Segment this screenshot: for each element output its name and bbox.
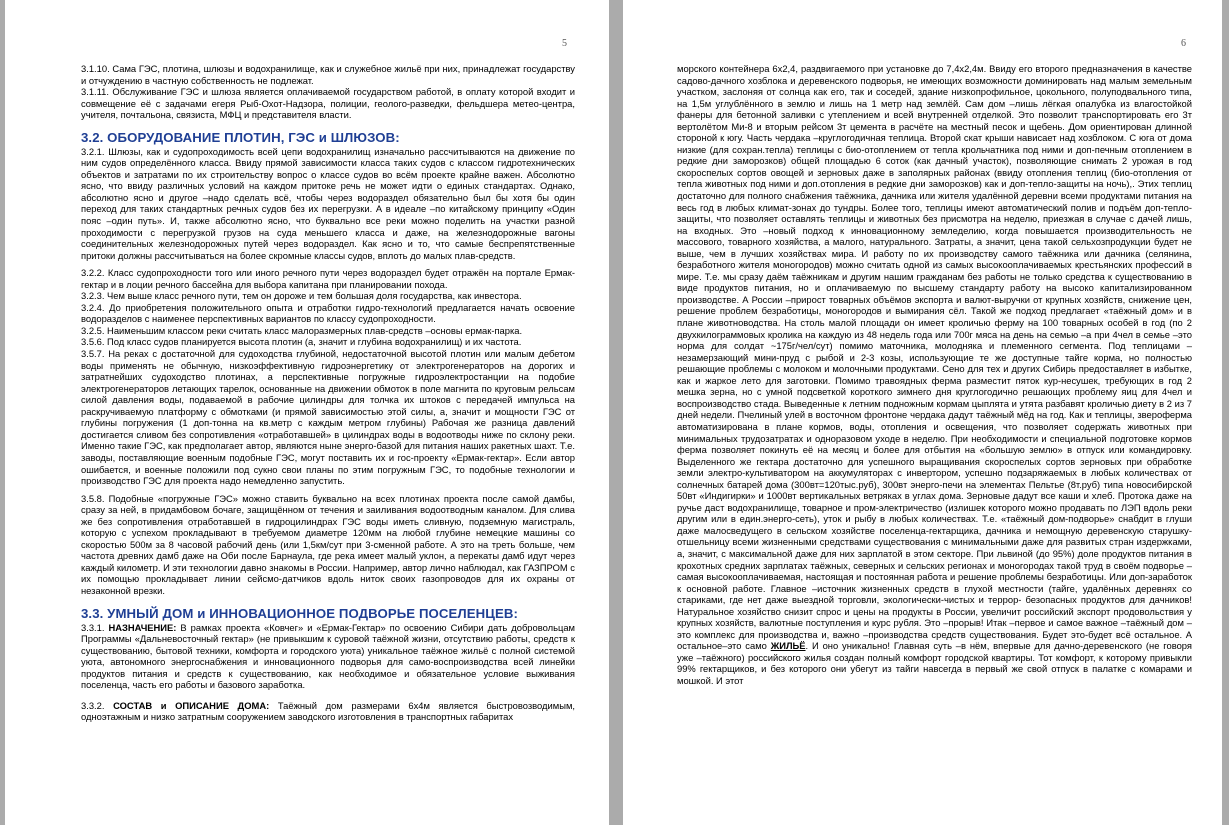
paragraph-text: 3.2.5. Наименьшим классом реки считать класс малоразмерных плав-средств –основы ермак-парка. [81, 324, 523, 336]
section-heading: 3.2. ОБОРУДОВАНИЕ ПЛОТИН, ГЭС и ШЛЮЗОВ: [81, 129, 400, 145]
paragraph-text: 3.5.8. Подобные «погружные ГЭС» можно ставить буквально на всех плотинах проекта после самой дамбы, сразу за ней, в придамбовом бочаге, защищённом от течения и заиливания водоотводным каналом. Для слива же без сопротивления отработавшей в гидроцилиндрах ГЭС воды иметь сливную, подземную магистраль, которую с успехом прокладывают в требуемом диаметре 120мм на любой глубине немецкие машины со скоростью 500м за 8 часовой рабочий день (или 1,5км/сут при 3-сменной работе. А это на треть больше, чем частота древних дамб даже на Оби после Барнаула, где река имеет малый уклон, а перекаты дамб идут через каждый километр. И эти технологии давно знакомы в России. Например, автор лично наблюдал, как ГАЗПРОМ с их помощью прокладывает линии сейсмо-датчиков вдоль ниток своих газопроводов для их охраны от незаконной врезки. [81, 492, 575, 596]
clause-number: 3.3.2. [81, 699, 114, 711]
paragraph-spacer [81, 597, 575, 606]
paragraph-text: 3.2.2. Класс судопроходности того или иного речного пути через водораздел будет отражён на портале Ермак-гектар и в лоции речного бассейна для выбора капитана при планировании похода. [81, 267, 575, 290]
paragraph [81, 348, 575, 487]
emphasized-word: ЖИЛЬЁ [770, 640, 806, 652]
section-heading: 3.3. УМНЫЙ ДОМ и ИННОВАЦИОННОЕ ПОДВОРЬЕ ПОСЕЛЕНЦЕВ: [81, 605, 519, 621]
paragraph [81, 290, 575, 302]
page-number: 6 [1181, 38, 1186, 49]
page-body [677, 63, 1192, 687]
clause-title: СОСТАВ и ОПИСАНИЕ ДОМА: [113, 699, 270, 711]
paragraph [81, 622, 575, 691]
paragraph [81, 493, 575, 597]
page-number: 5 [562, 38, 567, 49]
paragraph-text: В рамках проекта «Ковчег» и «Ермак-Гектар» по освоению Сибири дать добровольцам Программы «Дальневосточный гектар» (не привыкшим к суровой таёжной жизни, отсутствию работы, средств к существованию, бытовой техники, комфорта и городского уюта) уникальное таёжное жильё с полной системой уюта, автономного энергоснабжения и инновационного подворья для само-воспроизводства всей линейки продуктов питания и средств к существованию, как необходимое и обязательное условие выживания поселенца, часть его работы и базового заработка. [81, 621, 576, 691]
document-page-5 [5, 0, 609, 825]
paragraph-text: морского контейнера 6х2,4, раздвигаемого при установке до 7,4х2,4м. Ввиду его второго предназначения в качестве садово-дачного хозблока и деревенского подворья, не имеющих возможности доминировать над малым земельным участком, заслоняя от солнца как его, так и соседей, здание низкопрофильное, цокольного, полуподвального типа, на 1,5м углублённого в землю и лишь на 1 метр над землёй. Сам дом –лишь лёгкая опалубка из влагостойкой фанеры для бетонной заливки с утеплением и всей внутренней отделкой. Это позволит транспортировать его 3т вертолётом Ми-8 и вторым рейсом 3т цемента в расчёте на местный песок и щебень. Дом ориентирован длинной стороной к югу. Часть чердака –круглогодичная теплица. Второй скат крыши нависает над хозблоком. С юга от дома низкие (для сохран.тепла) теплицы с био-отоплением от тепла крольчатника под ними и доп-печным отоплением в редкие дни заморозков) общей площадью 6 соток (как дачный участок), позволяющие снимать 2 урожая в год скороспелых сортов овощей и зерновых даже в заполярных районах (ввиду отопления теплиц (био-отопления от тепла животных под ними и доп.отопления в редкие дни заморозков) как и доп-тепло-защиты на ночь),. Этих теплиц достаточно для полного снабжения таёжника, дачника или жителя удалённой деревни всеми продуктами питания на весь год в любых климат-зонах до тундры. Более того, теплицы имеют автоматический полив и подъём доп-тепло-защиты, что позволяет оставлять теплицы и животных без присмотра на неделю, приезжая в случае с дачей лишь, на входных. Это –новый подход к инновационному земледелию, когда повышается производительность не массового, товарного хозяйства, а малого, натурального. Затраты, а значит, цена такой сельхозпродукции будет не выше, чем в лучших хозяйствах мира. И работу по их производству самого таёжника или дачника (селянина, безработного жителя моногородов) можно считать одной из самых высокооплачиваемых крестьянских профессий в мире. Т.е. мы сразу даём таёжникам и другим нашим гражданам без работы не только средства к существованию в виде продуктов питания, но и оплачиваемую по высшему стандарту работу на высоко капитализированном производстве. А России –прирост товарных объёмов экспорта и валют-выручки от крупных хозяйств, снижение цен, решение проблем безработицы, моногородов и вымирания сёл. Такой же подход предлагает «таёжный дом» и в плане животноводства. На столь малой площади он имеет кроличью ферму на 100 товарных особей в год (по 2 двухкилограммовых кролика на каждую из 48 недель года или 700г мяса на день на семью –а при 4чел в семье –это норма для солдат ~175г/чел/сут) помимо маточника, молодняка и племенного сегмента. Под теплицами –незамерзающий мини-пруд с рыбой и 2-3 козы, использующие те же доступные тайге корма, но полностью решающие проблемы с молоком и молочными продуктами. Сено для тех и других Сибирь предоставляет в избытке, как и жаркое лето для заготовки. Помимо травоядных ферма разместит пяток кур-несушек, требующих в год 2 мешка зерна, но с умной подсветкой короткого зимнего дня круглогодично решающих проблему яиц для 4чел и воспроизводство стада. Выведенные к летним подножным кормам цыплята и утята разбавят кроличью диету в 2 из 7 дней недели. Пчелиный улей в восточном фронтоне чердака дадут таёжный мёд на год. Как и теплицы, звероферма автоматизирована в плане кормов, воды, отопления и освещения, что позволяет содержать животных при минимальных трудозатратах и одноразовом уходе в неделю. При необходимости и специальной подготовке кормов ферма позволяет покинуть её на месяц и более для отбытия на «большую землю» в отпуск или командировку. Выделенного же гектара достаточно для успешного выращивания скороспелых сортов зерновых при обработке земли электро-культиватором на аккумуляторах с инвертором, успешно подзаряжаемых в любых количествах от солнечных батарей дома (300вт=120тыс.руб), 300вт энерго-печи на элементах Пельтье (8т.руб) типа новосибирской 50вт «Индигирки» и 1000вт вертикальных ветряках в углах дома. Зерновые дадут все каши и хлеб. Протока даже на ручье даст водохранилище, товарное и пром-электричество (излишек которого можно продавать по ЛЭП вдоль реки другим или в един.энерго-сеть), уток и рыбу в любых количествах. Т.е. «таёжный дом-подворье» снабдит в глуши даже малосведущего в сельском хозяйстве поселенца-гектарщика, дачника и немощную деревенскую старушку-отшельницу всеми жизненными средствами существования с минимальными даже для развитых стран издержками, а, значит, с максимальной даже для них зарплатой в этом секторе. При львиной (до 95%) доле продуктов питания в крохотных средних зарплатах таёжных, северных и сельских регионах и моногородах такой труд в своём подворье –самая высокооплачиваемая, настоящая и постоянная работа и решение проблемы безработицы. Или доп-заработок к основной работе. Главное –источник жизненных средств в глухой местности (тайге, удалённых деревнях со стариками, где нет даже выездной торговли, экологически-чистых и террор- безопасных продуктов для дачников! Натуральное хозяйство снизит спрос и цены на продукты в России, увеличит российский экспорт продовольствия у крупных хозяйств, валютные поступления и курс рубля. Это –прорыв! Итак –первое и самое важное –таёжный дом –это комплекс для производства и, важно –производства средств существования. Будет это-будет всё остальное. А остальное–это само [677, 63, 1192, 652]
paragraph-spacer [81, 121, 575, 130]
paragraph [81, 267, 575, 290]
paragraph-spacer [81, 691, 575, 700]
paragraph-text: 3.1.11. Обслуживание ГЭС и шлюза является оплачиваемой государством работой, в оплату которой входит и совмещение её с задачами егеря Рыб-Охот-Надзора, полиции, геолого-разведки, фельдшера метео-центра, учителя, почтальона, связиста, МФЦ и представителя власти. [81, 86, 575, 121]
paragraph [81, 146, 575, 261]
paragraph [81, 336, 575, 348]
paragraph [81, 63, 575, 86]
paragraph-text: 3.1.10. Сама ГЭС, плотина, шлюзы и водохранилище, как и служебное жильё при них, принадлежат государству и отчуждению в частную собственность не подлежат. [81, 63, 575, 86]
paragraph [81, 325, 575, 337]
clause-title: НАЗНАЧЕНИЕ: [108, 621, 177, 633]
paragraph-text: 3.5.7. На реках с достаточной для судоходства глубиной, недостаточной высотой плотин или малым дебетом воды применять не обычную, низкоэффективную гидроэнергетику от электрогенераторов на дорогих и затратнейших судоходство плотинах, а перспективные погружные гидроэлектростанции на подобие электрогенераторов летающих тарелок, основанные на движении обмоток в поле магнита по круговым рельсам силой давления воды, подаваемой в рабочие цилиндры для толчка их штоков с передачей импульса на раскручиваемую платформу с обмотками (и прямой зависимостью этой силы, а, значит и мощности ГЭС от глубины погружения (1 доп-тонна на кв.метр с каждым метром глубины) Рабочая же разница давлений достигается сливом без сопротивления «отработавшей» в цилиндрах воды в водоотводы ниже по склону реки. Именно такие ГЭС, как предполагает автор, являются ныне энерго-базой для питания наших ракетных шахт. Т.е. заводы, поставляющие военным подобные ГЭС, могут поставить их и гос-проекту «Ермак-гектар». Если автор ошибается, и военные положили под сукно свои планы по этим погружным ГЭС, то подобные технологии и производство ГЭС для проекта надо немедленно запустить. [81, 348, 575, 487]
paragraph [81, 700, 575, 723]
paragraph [81, 302, 575, 325]
clause-number: 3.3.1. [81, 621, 109, 633]
document-page-6 [623, 0, 1222, 825]
paragraph [677, 63, 1192, 687]
paragraph-text: . И оно уникально! Главная суть –в нём, впервые для дачно-деревенского (не говоря уже –таёжного) российского жилья создан полный комфорт городской квартиры. Тот комфорт, к которому привыкли 99% гектарщиков, и без которого они убегут из тайги навсегда в первый же свой отпуск в палатке с комарами и мошкой. И этот [677, 640, 1192, 686]
paragraph-text: Таёжный дом размерами 6х4м является быстровозводимым, одноэтажным и низко затратным сооружением заводского изготовления в транспортных габаритах [81, 699, 576, 723]
paragraph-text: 3.5.6. Под класс судов планируется высота плотин (а, значит и глубина водохранилищ) и их частота. [81, 336, 522, 348]
page-body [81, 63, 575, 723]
paragraph [81, 86, 575, 121]
paragraph-text: 3.2.1. Шлюзы, как и судопроходимость всей цепи водохранилищ изначально рассчитываются на движение по ним судов определённого класса. Ввиду прямой зависимости класса таких судов с классом гидротехнических объектов и затратами по их строительству вопрос о классе судов во всём проекте крайне важен. Абсолютно ясно, что ввиду различных условий на каждом притоке речь не может идти о единых стандартах. Однако, абсолютно ясно и другое –надо сделать всё, чтобы через водораздел обязательно был бы хотя бы один переход для таких стандартных речных судов без их перегрузки. А в идеале –по китайскому принципу «Один пояс –один путь». И, также абсолютно ясно, что буквально все реки можно поделить на участки разной проходимости с перегрузкой грузов на суда меньшего класса и даже, на железнодорожные вагоны соединительных железнодорожных путей через водораздел. Как ясно и то, что самые беспрепятственные притоки должны рассчитываться на более скромные классы судов, вплоть до малых плав-средств. [81, 145, 575, 261]
paragraph-text: 3.2.4. До приобретения положительного опыта и отработки гидро-технологий предлагается начать освоение водоразделов с наименее перспективных вариантов по классу судопроходности. [81, 301, 575, 325]
paragraph-text: 3.2.3. Чем выше класс речного пути, тем он дороже и тем большая доля государства, как инвестора. [81, 290, 522, 302]
